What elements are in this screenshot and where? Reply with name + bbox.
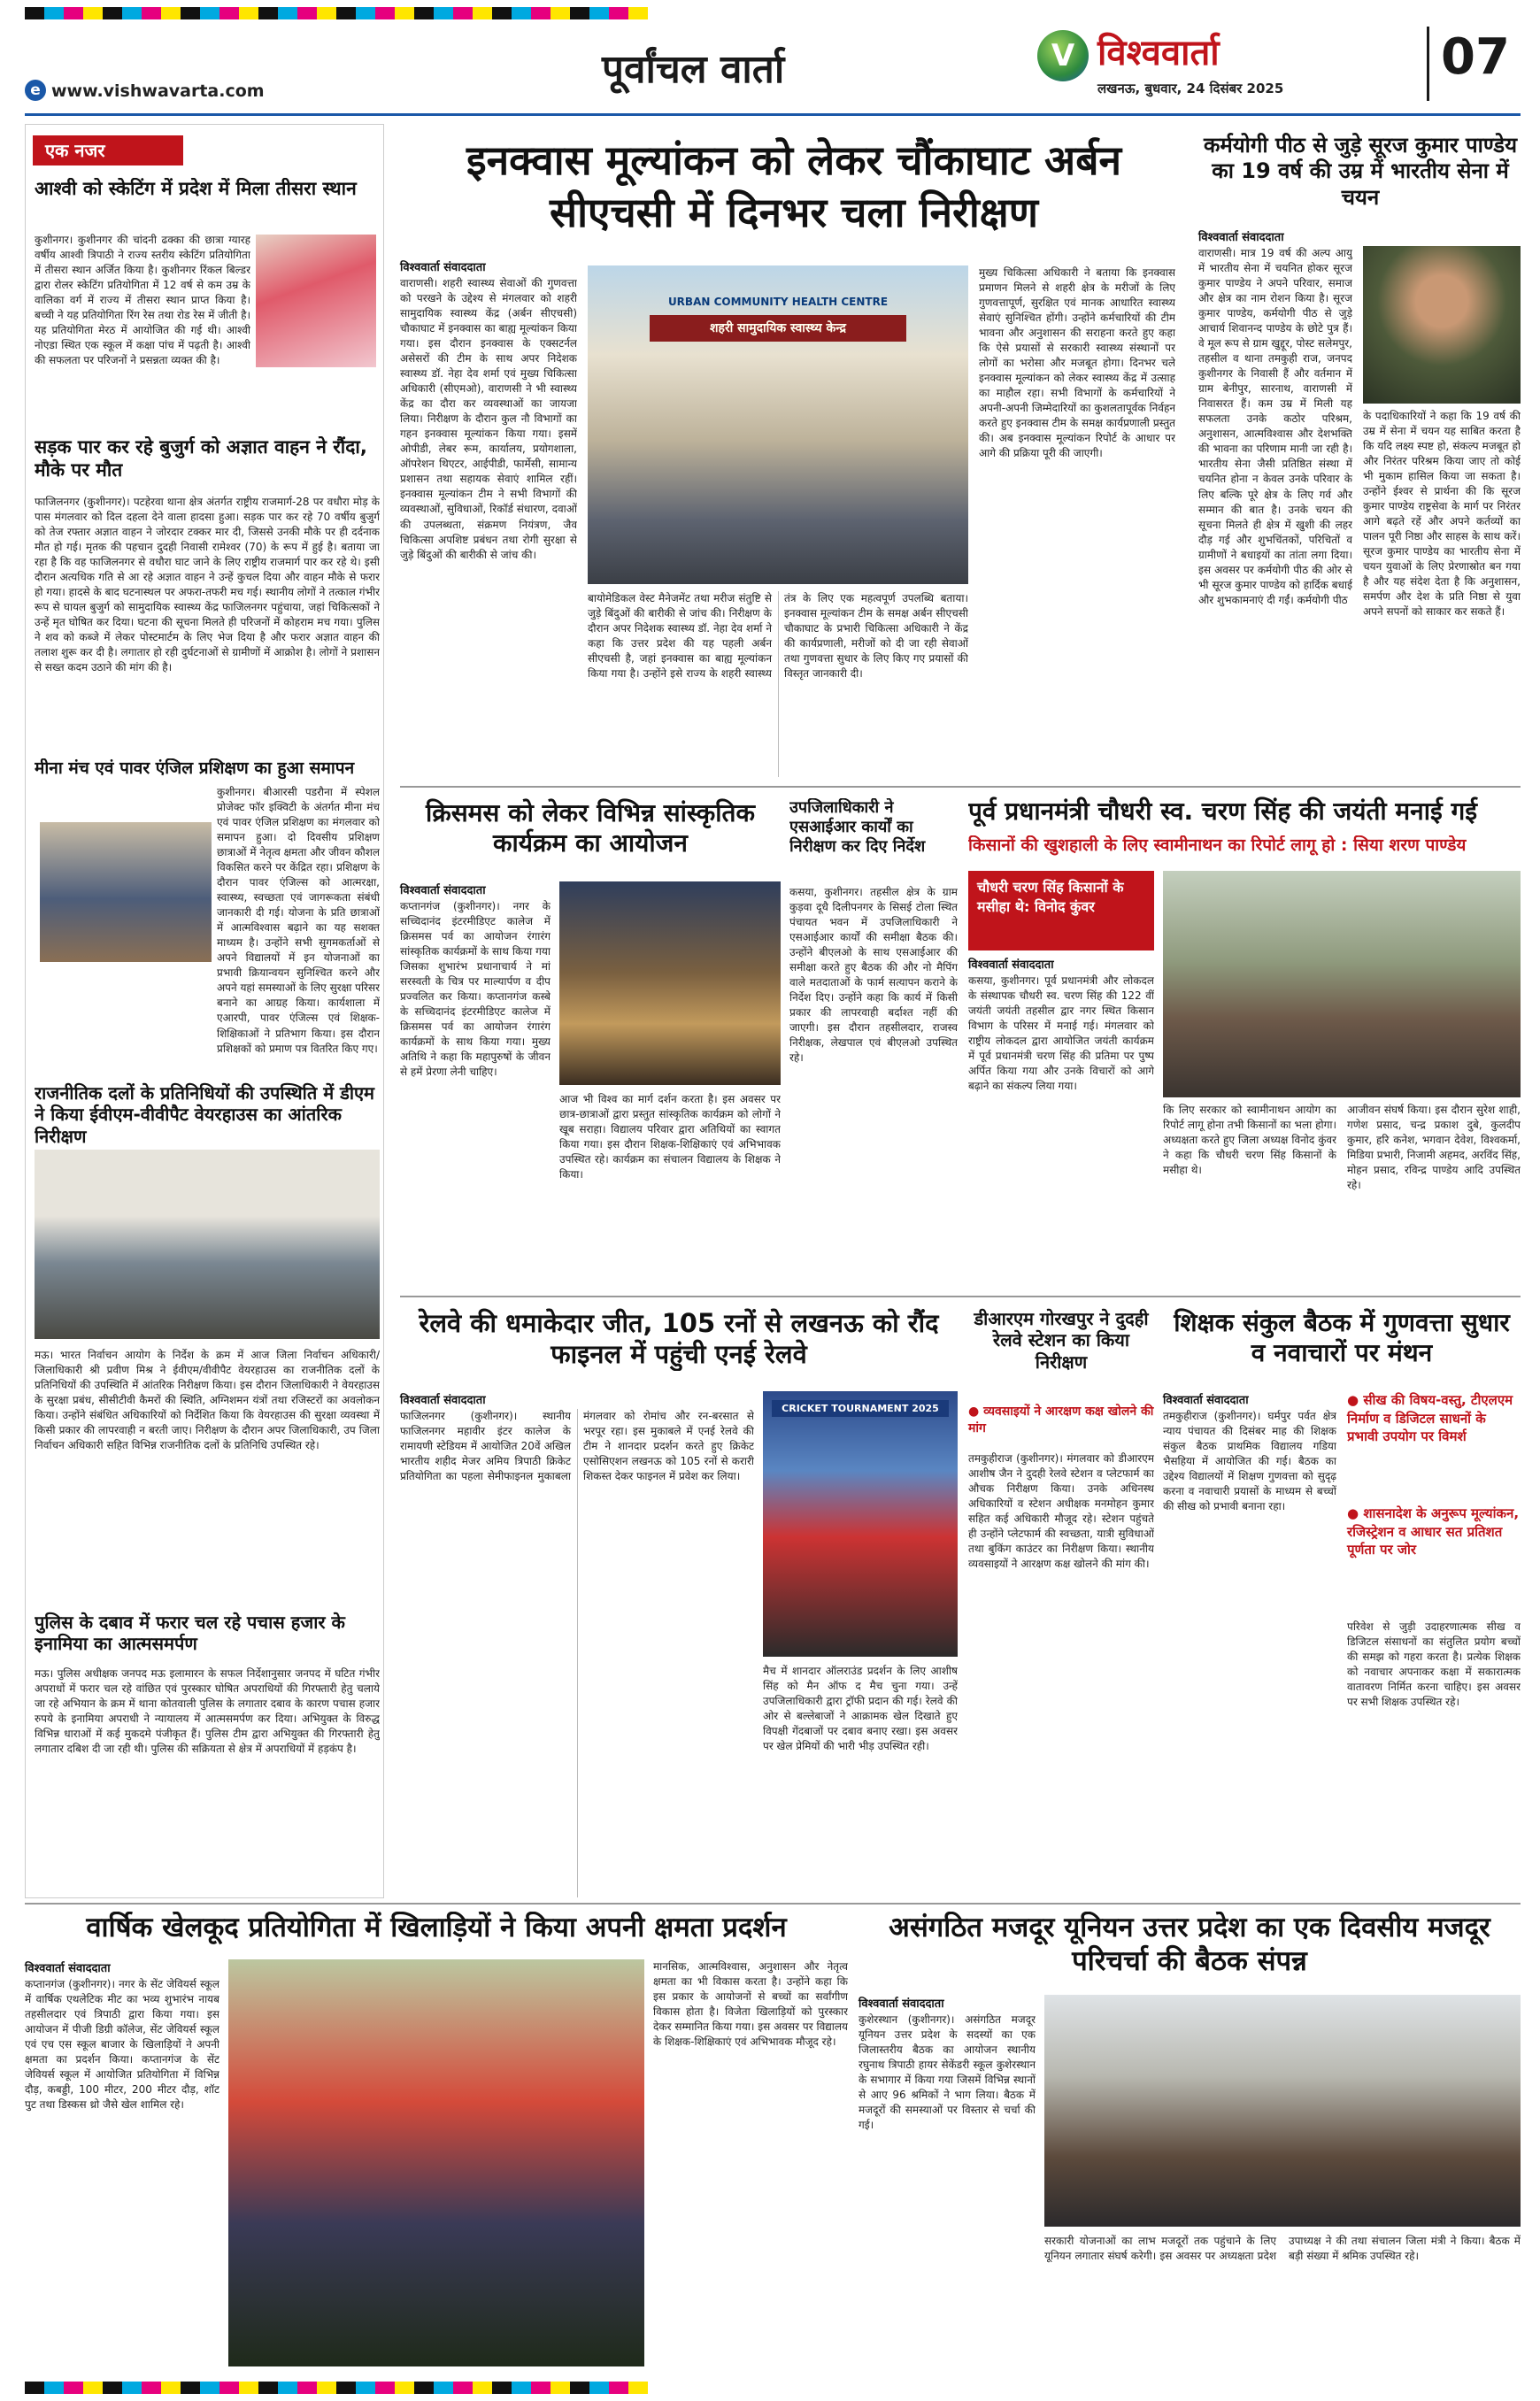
sports-byline: विश्ववार्ता संवाददाता xyxy=(25,1962,111,1975)
sports-body: मानसिक, आत्मविश्वास, अनुशासन और नेतृत्व क्षमता का भी विकास करता है। उन्होंने कहा कि इस प्रकार के आयोजनों से बच्चों का सर्वांगीण विकास होता है। विजेता खिलाड़ियों को पुरस्कार देकर सम्मानित किया गया। इस अवसर पर विद्यालय के शिक्षक-शिक्षिकाएं एवं अभिभावक मौजूद रहे। xyxy=(653,1960,848,2049)
dateline: लखनऊ, बुधवार, 24 दिसंबर 2025 xyxy=(1097,81,1284,96)
sdm-body: कसया, कुशीनगर। तहसील क्षेत्र के ग्राम कुड़वा दूधै दिलीपनगर के सिसई टोला स्थित पंचायत भवन में उपजिलाधिकारी ने एसआईआर कार्यों की समीक्षा बैठक की। उन्होंने बीएलओ के साथ एसआईआर की समीक्षा करते हुए बैठक की और नो मैपिंग वाले मतदाताओं के फार्म सत्यापन कराने के निर्देश दिए। उन्होंने कहा कि कार्य में किसी प्रकार की लापरवाही बर्दाश्त नहीं की जाएगी। इस दौरान तहसीलदार, राजस्व निरीक्षक, लेखपाल एवं बीएलओ उपस्थित रहे। xyxy=(789,886,958,1065)
charan-byline: विश्ववार्ता संवाददाता xyxy=(968,958,1054,972)
majdoor-body: कुशेरस्थान (कुशीनगर)। असंगठित मजदूर यूनियन उत्तर प्रदेश के सदस्यों का एक जिलास्तरीय बैठक का आयोजन स्थानीय रघुनाथ त्रिपाठी हायर सेकेंडरी स्कूल कुशेरस्थान के सभागार में किया गया जिसमें विभिन्न स्थानों से आए 96 श्रमिकों ने भाग लिया। बैठक में मजदूरों की समस्याओं पर विस्तार से चर्चा की गई। xyxy=(859,2013,1036,2132)
ek-nazar-panel xyxy=(25,124,384,1898)
shiksha-bullet xyxy=(1347,1391,1521,1446)
ek-nazar-label: एक नजर xyxy=(33,135,183,165)
paper-logo-icon: V xyxy=(1037,30,1089,81)
shiksha-headline: शिक्षक संकुल बैठक में गुणवत्ता सुधार व नवाचारों पर मंथन xyxy=(1174,1308,1510,1368)
charan-jayanti-photo xyxy=(1163,871,1521,1097)
sdm-headline: उपजिलाधिकारी ने एसआईआर कार्यों का निरीक्षण कर दिए निर्देश xyxy=(789,798,926,856)
railway-headline: रेलवे की धमाकेदार जीत, 105 रनों से लखनऊ को रौंद फाइनल में पहुंची एनई रेलवे xyxy=(419,1308,939,1370)
chc-group-photo xyxy=(588,265,968,584)
christmas-body: कप्तानगंज (कुशीनगर)। नगर के सच्चिदानंद इंटरमीडिएट कालेज में क्रिसमस पर्व का आयोजन रंगारंग सांस्कृतिक कार्यक्रमों के साथ किया गया जिसका शुभारंभ प्रधानाचार्य ने मां सरस्वती के चित्र पर माल्यार्पण व दीप प्रज्वलित कर किया। कप्तानगंज कस्बे के सच्चिदानंद इंटरमीडिएट कालेज में क्रिसमस पर्व का आयोजन रंगारंग कार्यक्रमों के साथ किया गया। मुख्य अतिथि ने कहा कि महापुरुषों के जीवन से हमें प्रेरणा लेनी चाहिए। xyxy=(400,900,551,1079)
skating-photo xyxy=(256,235,376,367)
page-name: पूर्वांचल वार्ता xyxy=(602,47,785,92)
railway-body: मैच में शानदार ऑलराउंड प्रदर्शन के लिए आशीष सिंह को मैन ऑफ द मैच चुना गया। उन्हें उपजिलाधिकारी द्वारा ट्रॉफी प्रदान की गई। रेलवे की ओर से बल्लेबाजों ने आक्रामक खेल दिखाते हुए विपक्षी गेंदबाजों पर दबाव बनाए रखा। इस अवसर पर खेल प्रेमियों की भारी भीड़ उपस्थित रही। xyxy=(763,1665,958,1753)
lead-byline: विश्ववार्ता संवाददाता xyxy=(400,261,486,274)
cricket-award-photo xyxy=(763,1391,958,1657)
majdoor-body: सरकारी योजनाओं का लाभ मजदूरों तक पहुंचाने के लिए यूनियन लगातार संघर्ष करेगी। इस अवसर पर अध्यक्षता प्रदेश उपाध्यक्ष ने की तथा संचालन जिला मंत्री ने किया। बैठक में बड़ी संख्या में श्रमिक उपस्थित रहे। xyxy=(1044,2235,1521,2263)
christmas-body: आज भी विश्व का मार्ग दर्शन करता है। इस अवसर पर छात्र-छात्राओं द्वारा प्रस्तुत सांस्कृतिक कार्यक्रम को लोगों ने खूब सराहा। विद्यालय परिवार द्वारा अतिथियों का स्वागत किया गया। इस दौरान शिक्षक-शिक्षिकाएं एवं अभिभावक उपस्थित रहे। कार्यक्रम का संचालन विद्यालय के शिक्षक ने किया। xyxy=(559,1093,781,1181)
suraj-portrait-photo xyxy=(1363,246,1521,404)
website-link[interactable]: www.vishwavarta.com xyxy=(51,81,265,101)
page-number-divider xyxy=(1427,27,1429,101)
lead-body: वाराणसी। शहरी स्वास्थ्य सेवाओं की गुणवत्ता को परखने के उद्देश्य से मंगलवार को शहरी सामुदायिक स्वास्थ्य केंद्र (अर्बन सीएचसी) चौकाघाट में इनक्वास का बाह्य मूल्यांकन किया गया। इस दौरान इनक्वास के एक्सटर्नल असेसरों की टीम के साथ अपर निदेशक स्वास्थ्य डॉ. नेहा देव शर्मा एवं मुख्य चिकित्सा अधिकारी (सीएमओ), वाराणसी ने भी स्वास्थ्य केंद्र का दौरा कर व्यवस्थाओं का जायजा लिया। निरीक्षण के दौरान कुल नौ विभागों का गहन इनक्वास मूल्यांकन किया गया। इसमें ओपीडी, लेबर रूम, कार्यालय, प्रयोगशाला, ऑपरेशन थिएटर, आईपीडी, फार्मेसी, सामान्य प्रशासन तथा सहायक सेवाएं शामिल रहीं। इनक्वास मूल्यांकन टीम ने सभी विभागों की व्यवस्थाओं, सुविधाओं, रिकॉर्ड संधारण, दवाओं की उपलब्धता, संक्रमण नियंत्रण, जैव चिकित्सा अपशिष्ट प्रबंधन तथा रोगी सुरक्षा से जुड़े बिंदुओं की बारीकी से जांच की। xyxy=(400,277,577,561)
majdoor-byline: विश्ववार्ता संवाददाता xyxy=(859,1997,944,2011)
drm-body: तमकुहीराज (कुशीनगर)। मंगलवार को डीआरएम आशीष जैन ने दुदही रेलवे स्टेशन व प्लेटफार्म का औचक निरीक्षण किया। उनके अधिनस्थ अधिकारियों व स्टेशन अधीक्षक मनमोहन कुमार सहित कई अधिकारी मौजूद रहे। स्टेशन पहुंचते ही उन्होंने प्लेटफार्म की स्वच्छता, यात्री सुविधाओं तथा बुकिंग काउंटर का निरीक्षण किया। स्थानीय व्यवसाइयों ने आरक्षण कक्ष खोलने की मांग की। xyxy=(968,1452,1154,1571)
cricket-banner: CRICKET TOURNAMENT 2025 xyxy=(772,1400,949,1417)
section-divider xyxy=(25,1903,1521,1905)
registration-dots-top xyxy=(25,7,648,19)
lead-headline: इनक्वास मूल्यांकन को लेकर चौंकाघाट अर्बन सीएचसी में दिनभर चला निरीक्षण xyxy=(466,136,1121,236)
registration-dots-bottom xyxy=(25,2382,648,2394)
chc-banner-hindi: शहरी सामुदायिक स्वास्थ्य केन्द्र xyxy=(650,315,906,342)
charan-body: कसया, कुशीनगर। पूर्व प्रधानमंत्री और लोकदल के संस्थापक चौधरी स्व. चरण सिंह की 122 वीं जयंती जयंती तहसील द्वार नगर स्थित किसान विभाग के परिसर में मनाई गई। मंगलवार को राष्ट्रीय लोकदल द्वारा आयोजित जयंती कार्यक्रम में पूर्व प्रधानमंत्री चरण सिंह की प्रतिमा पर पुष्प अर्पित किया गया और उनके विचारों को आगे बढ़ाने का संकल्प लिया गया। xyxy=(968,974,1154,1093)
lead-body: बायोमेडिकल वेस्ट मैनेजमेंट तथा मरीज संतुष्टि से जुड़े बिंदुओं की बारीकी से जांच की। निरीक्षण के दौरान अपर निदेशक स्वास्थ्य डॉ. नेहा देव शर्मा ने कहा कि उत्तर प्रदेश की यह पहली अर्बन सीएचसी है, जहां इनक्वास का बाह्य मूल्यांकन किया गया है। उन्होंने इसे राज्य के शहरी स्वास्थ्य तंत्र के लिए एक महत्वपूर्ण उपलब्धि बताया। इनक्वास मूल्यांकन टीम के समक्ष अर्बन सीएचसी चौकाघाट के प्रभारी चिकित्सा अधिकारी ने केंद्र की कार्यप्रणाली, मरीजों को दी जा रही सेवाओं तथा गुणवत्ता सुधार के लिए किए गए प्रयासों की विस्तृत जानकारी दी। xyxy=(588,592,968,681)
army-byline: विश्ववार्ता संवाददाता xyxy=(1198,231,1284,244)
charan-quote-box: चौधरी चरण सिंह किसानों के मसीहा थे: विनोद कुंवर xyxy=(968,871,1154,950)
shiksha-bullet xyxy=(1347,1504,1521,1559)
army-body: वाराणसी। मात्र 19 वर्ष की अल्प आयु में भारतीय सेना में चयनित होकर सूरज कुमार पाण्डेय ने अपने परिवार, समाज और क्षेत्र का नाम रोशन किया है। सूरज कुमार पाण्डेय, कर्मयोगी पीठ से जुड़े आचार्य शिवानन्द पाण्डेय के छोटे पुत्र हैं। वे मूल रूप से ग्राम खुद्दूर, पोस्ट सलेमपुर, तहसील व थाना तमकुही राज, जनपद कुशीनगर के निवासी हैं और वर्तमान में ग्राम बेनीपुर, सारनाथ, वाराणसी में निवासरत हैं। कम उम्र में मिली यह सफलता उनके कठोर परिश्रम, अनुशासन, आत्मविश्वास और देशभक्ति की भावना का परिणाम मानी जा रही है। भारतीय सेना जैसी प्रतिष्ठित संस्था में चयनित होना न केवल उनके परिवार के लिए बल्कि पूरे क्षेत्र के लिए गर्व और सम्मान की बात है। उनके चयन की सूचना मिलते ही क्षेत्र में खुशी की लहर दौड़ गई और शुभचिंतकों, परिचितों व ग्रामीणों ने बधाइयों का तांता लगा दिया। इस अवसर पर कर्मयोगी पीठ की ओर से भी सूरज कुमार पाण्डेय को हार्दिक बधाई और शुभकामनाएं दी गईं। कर्मयोगी पीठ xyxy=(1198,247,1352,606)
story-body: मऊ। पुलिस अधीक्षक जनपद मऊ इलामारन के सफल निर्देशानुसार जनपद में घटित गंभीर अपराधों में फरार चल रहे वांछित एवं पुरस्कार घोषित अपराधियों की गिरफ्तारी हेतु चलाये जा रहे अभियान के क्रम में थाना कोतवाली पुलिस के लगातार दबाव के कारण पचास हजार रुपये के इनामिया अपराधी ने न्यायालय में आत्मसमर्पण कर दिया। अभियुक्त के विरुद्ध विभिन्न धाराओं में कई मुकदमे पंजीकृत हैं। पुलिस टीम द्वारा अभियुक्त की गिरफ्तारी हेतु लगातार दबिश दी जा रही थी। पुलिस की सक्रियता से क्षेत्र में अपराधियों में हड़कंप है। xyxy=(35,1667,380,1756)
shiksha-bullet-text: सीख की विषय-वस्तु, टीएलएम निर्माण व डिजिटल साधनों के प्रभावी उपयोग पर विमर्श xyxy=(1347,1392,1513,1445)
railway-byline: विश्ववार्ता संवाददाता xyxy=(400,1394,486,1407)
bullet-icon: ● xyxy=(968,1404,984,1419)
majdoor-headline: असंगठित मजदूर यूनियन उत्तर प्रदेश का एक दिवसीय मजदूर परिचर्चा की बैठक संपन्न xyxy=(889,1912,1490,1977)
shiksha-body: तमकुहीराज (कुशीनगर)। घर्मपुर पर्वत क्षेत्र न्याय पंचायत की दिसंबर माह की शिक्षक संकुल बैठक प्राथमिक विद्यालय गडिया भैसहिया में आयोजित की गई। बैठक का उद्देश्य विद्यालयों में शिक्षण गुणवत्ता को सुदृढ़ करना व नवाचारी प्रयासों के माध्यम से बच्चों की सीख को प्रभावी बनाना रहा। xyxy=(1163,1410,1336,1513)
story-title: मीना मंच एवं पावर एंजिल प्रशिक्षण का हुआ समापन xyxy=(35,758,355,778)
sports-torch-photo xyxy=(228,1959,644,2366)
christmas-event-photo xyxy=(559,881,781,1085)
shiksha-body: परिवेश से जुड़ी उदाहरणात्मक सीख व डिजिटल संसाधनों का संतुलित प्रयोग बच्चों की समझ को गहरा करता है। प्रत्येक शिक्षक को नवाचार अपनाकर कक्षा में सकारात्मक वातावरण निर्मित करना चाहिए। इस अवसर पर सभी शिक्षक उपस्थित रहे। xyxy=(1347,1620,1521,1709)
army-body: के पदाधिकारियों ने कहा कि 19 वर्ष की उम्र में सेना में चयन यह साबित करता है कि यदि लक्ष्य स्पष्ट हो, संकल्प मजबूत हो और निरंतर परिश्रम किया जाए तो कोई भी मुकाम हासिल किया जा सकता है। उन्होंने ईश्वर से प्रार्थना की कि सूरज कुमार पाण्डेय राष्ट्रसेवा के मार्ग पर निरंतर आगे बढ़ते रहें और अपने कर्तव्यों का पालन पूरी निष्ठा और साहस के साथ करें। सूरज कुमार पाण्डेय का भारतीय सेना में चयन युवाओं के लिए प्रेरणास्रोत बन गया है और यह संदेश देता है कि अनुशासन, समर्पण और देश के प्रति निष्ठा से युवा अपने सपनों को साकार कर सकते हैं। xyxy=(1363,410,1521,619)
evm-warehouse-photo xyxy=(35,1150,380,1339)
sports-headline: वार्षिक खेलकूद प्रतियोगिता में खिलाड़ियों ने किया अपनी क्षमता प्रदर्शन xyxy=(86,1912,787,1943)
charan-body: कि लिए सरकार को स्वामीनाथन आयोग का रिपोर्ट लागू होना तभी किसानों का भला होगा। अध्यक्षता करते हुए जिला अध्यक्ष विनोद कुंवर ने कहा कि चौधरी चरण सिंह किसानों के मसीहा थे। xyxy=(1163,1104,1336,1177)
story-body: मऊ। भारत निर्वाचन आयोग के निर्देश के क्रम में आज जिला निर्वाचन अधिकारी/जिलाधिकारी श्री प्रवीण मिश्र ने ईवीएम/वीवीपैट वेयरहाउस का राजनीतिक दलों के प्रतिनिधियों की उपस्थिति में आंतरिक निरीक्षण किया। इस दौरान जिलाधिकारी ने वेयरहाउस के सुरक्षा प्रबंध, सीसीटीवी कैमरों की स्थिति, अग्निशमन यंत्रों तथा रजिस्टरों का अवलोकन किया। उन्होंने संबंधित अधिकारियों को निर्देशित किया कि वेयरहाउस की सुरक्षा व्यवस्था में किसी प्रकार की लापरवाही न बरती जाए। निरीक्षण के दौरान अपर जिलाधिकारी, उप जिला निर्वाचन अधिकारी सहित विभिन्न राजनीतिक दलों के प्रतिनिधि उपस्थित रहे। xyxy=(35,1349,380,1452)
story-body: कुशीनगर। कुशीनगर की चांदनी ढक्का की छात्रा ग्यारह वर्षीय आश्वी त्रिपाठी ने राज्य स्तरीय स्केटिंग प्रतियोगिता में तीसरा स्थान अर्जित किया है। कुशीनगर रिंकल बिल्डर द्वारा रोलर स्केटिंग प्रतियोगिता में 12 वर्ष से कम उम्र के वालिका वर्ग में राज्य में तीसरा स्थान प्राप्त किया है। बच्ची ने यह प्रतियोगिता रिंग रेस तथा रोड रेस में जीती है। यह प्रतियोगिता मेरठ में आयोजित की गई थी। आश्वी नोएडा स्थित एक स्कूल में कक्षा पांच में पढ़ती है। आश्वी की सफलता पर परिजनों ने प्रसन्नता व्यक्त की है। xyxy=(35,234,250,367)
drm-bullet-text: व्यवसाइयों ने आरक्षण कक्ष खोलने की मांग xyxy=(968,1404,1154,1435)
bullet-icon: ● xyxy=(1347,1392,1364,1408)
section-divider xyxy=(400,786,1521,788)
shiksha-bullet-text: शासनादेश के अनुरूप मूल्यांकन, रजिस्ट्रेशन व आधार सत प्रतिशत पूर्णता पर जोर xyxy=(1347,1505,1520,1558)
charan-headline: पूर्व प्रधानमंत्री चौधरी स्व. चरण सिंह की जयंती मनाई गई xyxy=(968,796,1477,826)
majdoor-meeting-photo xyxy=(1044,1995,1521,2227)
drm-headline: डीआरएम गोरखपुर ने दुदही रेलवे स्टेशन का किया निरीक्षण xyxy=(974,1308,1149,1373)
story-title: सड़क पार कर रहे बुजुर्ग को अज्ञात वाहन ने रौंदा, मौके पर मौत xyxy=(35,436,367,481)
drm-bullet xyxy=(968,1404,1154,1437)
charan-subhead: किसानों की खुशहाली के लिए स्वामीनाथन का रिपोर्ट लागू हो : सिया शरण पाण्डेय xyxy=(968,835,1467,855)
story-body: फाजिलनगर (कुशीनगर)। पटहेरवा थाना क्षेत्र अंतर्गत राष्ट्रीय राजमार्ग-28 पर वधौरा मोड़ के पास मंगलवार को दिल दहला देने वाला हादसा हुआ। सड़क पार कर रहे 70 वर्षीय बुजुर्ग को तेज रफ्तार अज्ञात वाहन ने जोरदार टक्कर मार दी, जिससे उनकी मौके पर ही दर्दनाक मौत हो गई। मृतक की पहचान दुदही निवासी रामेश्वर (70) के रूप में हुई है। बताया जा रहा है कि वह फाजिलनगर से वधौरा घाट जाने के लिए राष्ट्रीय राजमार्ग पार कर रहे थे। इसी दौरान अत्यधिक गति से आ रहे अज्ञात वाहन ने उन्हें कुचल दिया और वाहन मौके से फरार हो गया। हादसे के बाद घटनास्थल पर अफरा-तफरी मच गई। स्थानीय लोगों ने तत्काल गंभीर रूप से घायल बुजुर्ग को सामुदायिक स्वास्थ्य केंद्र फाजिलनगर पहुंचाया, जहां चिकित्सकों ने उन्हें मृत घोषित कर दिया। घटना की सूचना मिलते ही परिजनों में कोहराम मच गया। पुलिस ने शव को कब्जे में लेकर पोस्टमार्टम के लिए भेज दिया है और फरार अज्ञात वाहन की तलाश शुरू कर दी है। लगातार हो रही दुर्घटनाओं से ग्रामीणों में आक्रोश है। लोगों ने प्रशासन से सख्त कदम उठाने की मांग की है। xyxy=(35,496,380,674)
railway-body: फाजिलनगर (कुशीनगर)। स्थानीय फाजिलनगर महावीर इंटर कालेज के रामायणी स्टेडियम में आयोजित 20वें अखिल भारतीय शहीद मेजर अमिय त्रिपाठी क्रिकेट प्रतियोगिता का पहला सेमीफाइनल मुकाबला मंगलवार को रोमांच और रन-बरसात से भरपूर रहा। इस मुकाबले में एनई रेलवे की टीम ने शानदार प्रदर्शन करते हुए क्रिकेट एसोसिएशन लखनऊ को 105 रनों से करारी शिकस्त देकर फाइनल में प्रवेश कर लिया। xyxy=(400,1410,754,1483)
paper-name: विश्ववार्ता xyxy=(1097,32,1220,73)
bullet-icon: ● xyxy=(1347,1505,1364,1521)
page-number: 07 xyxy=(1441,28,1510,86)
story-title: पुलिस के दबाव में फरार चल रहे पचास हजार के इनामिया का आत्मसमर्पण xyxy=(35,1612,345,1655)
army-headline: कर्मयोगी पीठ से जुड़े सूरज कुमार पाण्डेय का 19 वर्ष की उम्र में भारतीय सेना में चयन xyxy=(1203,133,1518,210)
christmas-headline: क्रिसमस को लेकर विभिन्न सांस्कृतिक कार्यक्रम का आयोजन xyxy=(425,798,756,858)
chc-banner: URBAN COMMUNITY HEALTH CENTRE xyxy=(667,296,889,308)
section-divider xyxy=(400,1296,1521,1297)
masthead-rule xyxy=(25,113,1521,116)
charan-body: आजीवन संघर्ष किया। इस दौरान सुरेश शाही, गणेश प्रसाद, चन्द्र प्रकाश दुबे, कुलदीप कुमार, हरि कनेश, भगवान देवेश, विश्वकर्मा, मिडिया प्रभारी, निजामी अहमद, अरविंद सिंह, मोहन प्रसाद, रविन्द्र पाण्डेय आदि उपस्थित रहे। xyxy=(1347,1104,1521,1192)
story-title: आश्वी को स्केटिंग में प्रदेश में मिला तीसरा स्थान xyxy=(35,178,357,199)
story-body: कुशीनगर। बीआरसी पडरौना में स्पेशल प्रोजेक्ट फॉर इक्विटी के अंतर्गत मीना मंच एवं पावर एंजिल प्रशिक्षण का मंगलवार को समापन हुआ। दो दिवसीय प्रशिक्षण छात्राओं में नेतृत्व क्षमता और जीवन कौशल विकसित करने पर केंद्रित रहा। प्रशिक्षण के दौरान पावर एंजिल्स को आत्मरक्षा, स्वास्थ्य, स्वच्छता एवं जागरूकता संबंधी जानकारी दी गई। योजना के प्रति छात्राओं में आत्मविश्वास बढ़ाने का यह सशक्त माध्यम है। उन्होंने सभी सुगमकर्ताओं से अपने विद्यालयों में इन योजनाओं का प्रभावी क्रियान्वयन सुनिश्चित करने और अपने यहां समस्याओं के लिए सुरक्षा परिसर बनाने का आग्रह किया। कार्यशाला में एआरपी, पावर एंजिल्स एवं शिक्षक-शिक्षिकाओं ने प्रतिभाग किया। इस दौरान प्रशिक्षकों को प्रमाण पत्र वितरित किए गए। xyxy=(217,786,380,1055)
story-title: राजनीतिक दलों के प्रतिनिधियों की उपस्थिति में डीएम ने किया ईवीएम-वीवीपैट वेयरहाउस का आंतरिक निरीक्षण xyxy=(35,1082,375,1147)
sports-body: कप्तानगंज (कुशीनगर)। नगर के सेंट जेवियर्स स्कूल में वार्षिक एथलेटिक मीट का भव्य शुभारंभ नायब तहसीलदार एवं त्रिपाठी द्वारा किया गया। इस आयोजन में पीजी डिग्री कॉलेज, सेंट जेवियर्स स्कूल एवं एच एस स्कूल बाजार के खिलाड़ियों ने अपनी क्षमता का प्रदर्शन किया। कप्तानगंज के सेंट जेवियर्स स्कूल में आयोजित प्रतियोगिता में विभिन्न दौड़, कबड्डी, 100 मीटर, 200 मीटर दौड़, शॉट पुट तथा डिस्कस थ्रो जैसे खेल शामिल रहे। xyxy=(25,1978,219,2112)
lead-body: मुख्य चिकित्सा अधिकारी ने बताया कि इनक्वास प्रमाणन मिलने से शहरी क्षेत्र के मरीजों के लिए गुणवत्तापूर्ण, सुरक्षित एवं मानक आधारित स्वास्थ्य सेवाएं सुनिश्चित होंगी। उन्होंने कर्मचारियों की टीम भावना और अनुशासन की सराहना करते हुए कहा कि ऐसे प्रयासों से सरकारी स्वास्थ्य संस्थानों पर लोगों का भरोसा और मजबूत होगा। दिनभर चले इनक्वास मूल्यांकन को लेकर स्वास्थ्य केंद्र में उत्साह का माहौल रहा। सभी विभागों के कर्मचारियों ने अपनी-अपनी जिम्मेदारियों का कुशलतापूर्वक निर्वहन करते हुए इनक्वास टीम के समक्ष कार्यप्रणाली प्रस्तुत की। अब इनक्वास मूल्यांकन रिपोर्ट के आधार पर आगे की प्रक्रिया पूरी की जाएगी। xyxy=(979,266,1175,460)
christmas-byline: विश्ववार्ता संवाददाता xyxy=(400,884,486,897)
shiksha-byline: विश्ववार्ता संवाददाता xyxy=(1163,1394,1249,1407)
web-icon: e xyxy=(25,80,46,101)
